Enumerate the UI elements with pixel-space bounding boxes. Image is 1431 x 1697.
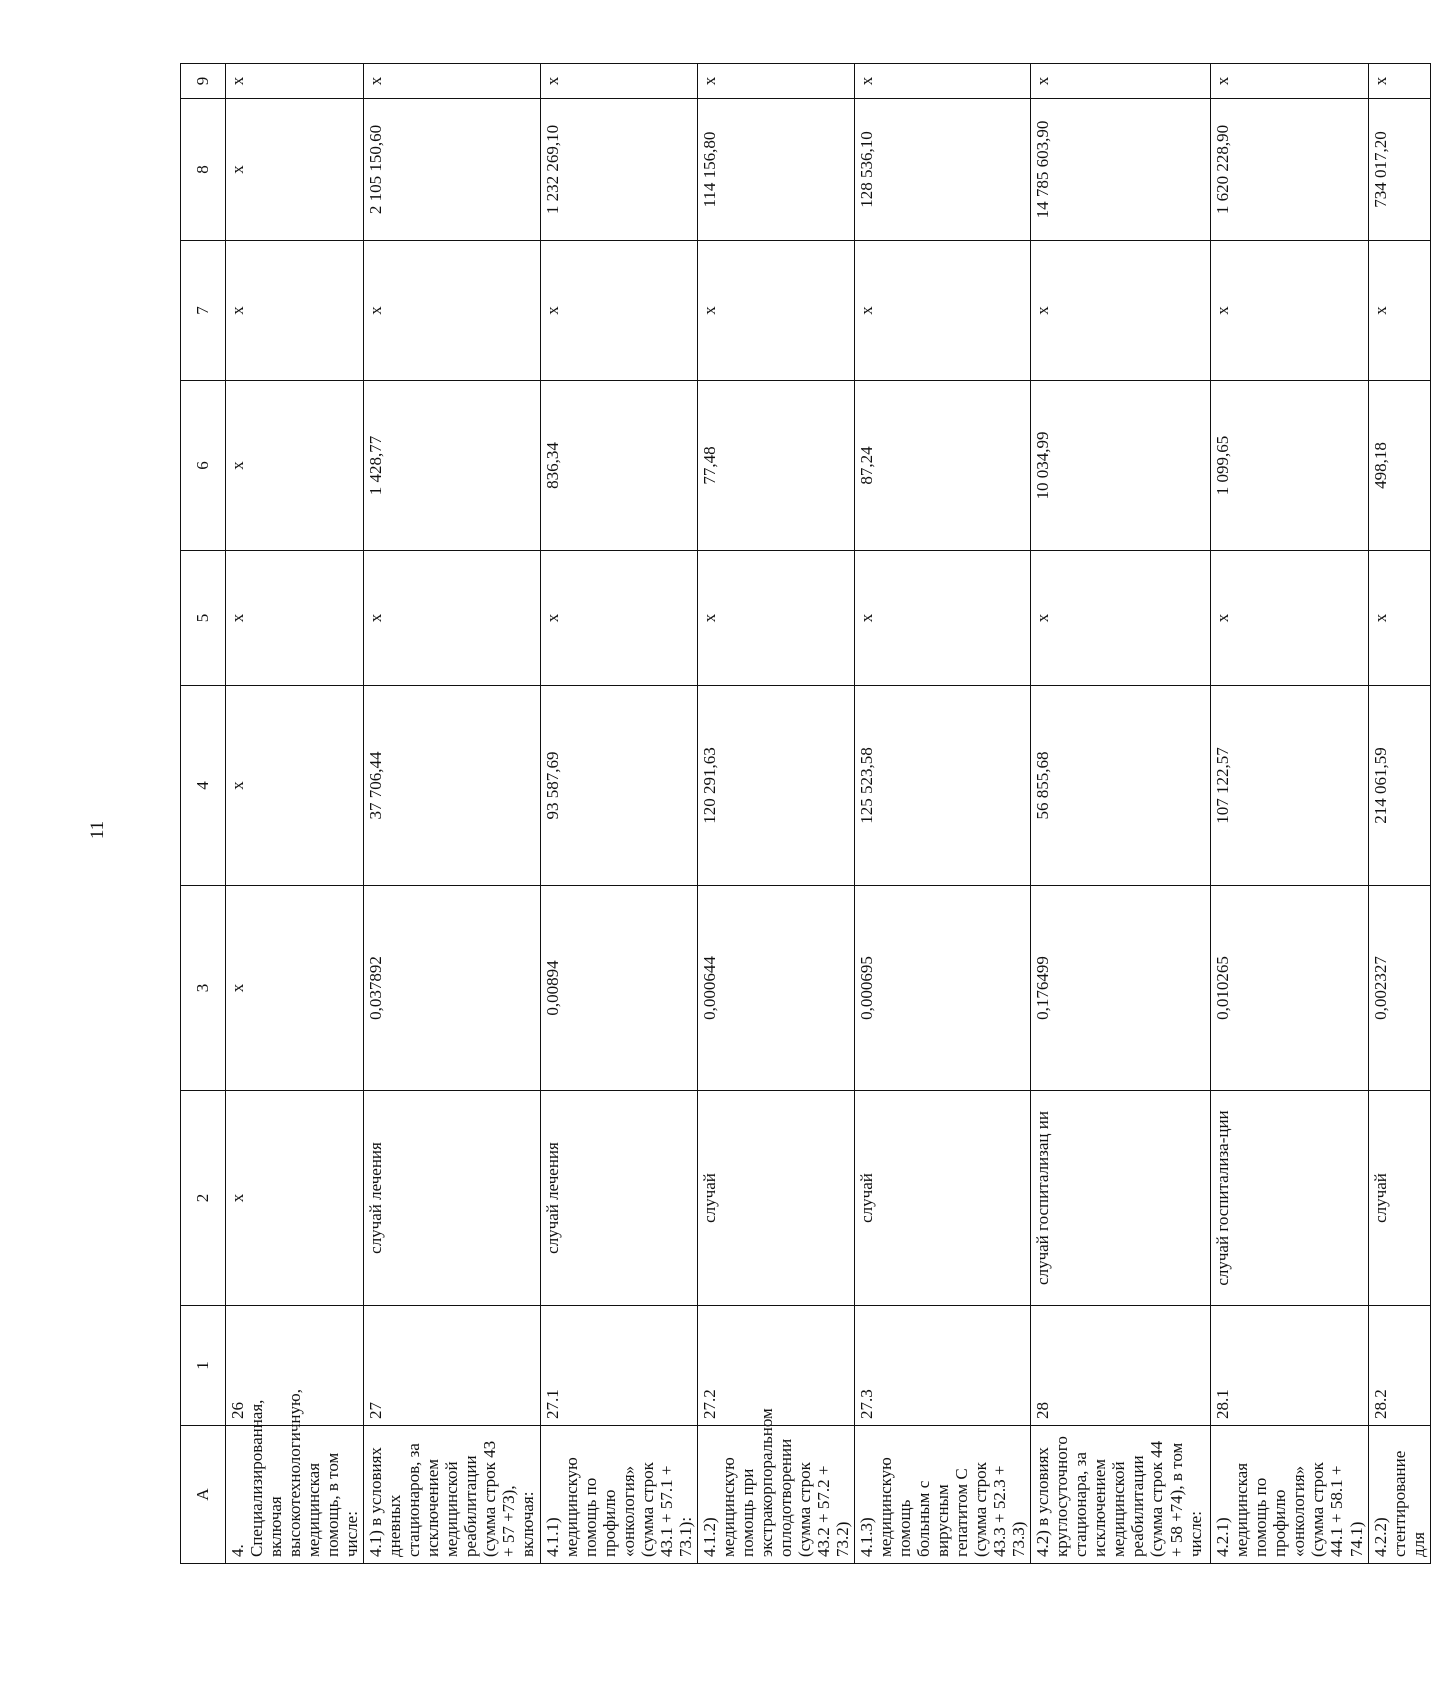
row-col4: х	[226, 686, 364, 886]
row-col7: х	[226, 241, 364, 381]
row-col8: 1 232 269,10	[540, 99, 697, 241]
row-col7: х	[364, 241, 540, 381]
row-col6: 1 428,77	[364, 381, 540, 551]
row-unit: случай	[697, 1091, 854, 1306]
row-col7: х	[1031, 241, 1211, 381]
row-col5: х	[855, 551, 1031, 686]
row-col7: х	[1211, 241, 1368, 381]
table-row	[226, 64, 364, 1564]
row-col5: х	[364, 551, 540, 686]
row-col6: 10 034,99	[1031, 381, 1211, 551]
row-col8: 114 156,80	[697, 99, 854, 241]
row-col9: х	[1211, 64, 1368, 99]
header-8: 8	[181, 99, 226, 241]
row-col3: 0,176499	[1031, 886, 1211, 1091]
header-7: 7	[181, 241, 226, 381]
row-label: 4.1.2) медицинскую помощь при экстракорпоральном оплодотворении (сумма строк 43.2 + 57.2 + 73.2)	[697, 1426, 854, 1564]
row-col3: 0,000695	[855, 886, 1031, 1091]
row-col9: х	[226, 64, 364, 99]
row-col6: 836,34	[540, 381, 697, 551]
row-col4: 120 291,63	[697, 686, 854, 886]
row-col4: 56 855,68	[1031, 686, 1211, 886]
header-6: 6	[181, 381, 226, 551]
table-row	[1031, 64, 1211, 1564]
row-line-number: 26	[226, 1306, 364, 1426]
row-col5: х	[226, 551, 364, 686]
row-col6: 87,24	[855, 381, 1031, 551]
row-col9: х	[364, 64, 540, 99]
tariff-table	[180, 63, 1431, 1564]
row-label: 4.1.3) медицинскую помощь больным с вирусным гепатитом С (сумма строк 43.3 + 52.3 + 73.3)	[855, 1426, 1031, 1564]
table-row	[1211, 64, 1368, 1564]
row-col5: х	[697, 551, 854, 686]
row-label: 4.2.2) стентирование для	[1368, 1426, 1430, 1564]
row-col7: х	[1368, 241, 1430, 381]
header-9: 9	[181, 64, 226, 99]
row-col4: 125 523,58	[855, 686, 1031, 886]
row-col3: 0,037892	[364, 886, 540, 1091]
row-unit: случай госпитализа-ции	[1211, 1091, 1368, 1306]
row-col8: 128 536,10	[855, 99, 1031, 241]
table-row	[1368, 64, 1430, 1564]
row-col8: х	[226, 99, 364, 241]
table-row	[364, 64, 540, 1564]
header-2: 2	[181, 1091, 226, 1306]
row-unit: случай	[1368, 1091, 1430, 1306]
row-line-number: 28	[1031, 1306, 1211, 1426]
row-col9: х	[1031, 64, 1211, 99]
table-row	[540, 64, 697, 1564]
row-unit: случай госпитализац ии	[1031, 1091, 1211, 1306]
table-row	[855, 64, 1031, 1564]
row-label: 4. Специализированная, включая высокотехнологичную, медицинская помощь, в том числе:	[226, 1426, 364, 1564]
header-5: 5	[181, 551, 226, 686]
row-label: 4.1.1) медицинскую помощь по профилю «онкология» (сумма строк 43.1 + 57.1 + 73.1):	[540, 1426, 697, 1564]
row-col7: х	[855, 241, 1031, 381]
row-col3: 0,00894	[540, 886, 697, 1091]
row-col5: х	[1368, 551, 1430, 686]
row-unit: случай	[855, 1091, 1031, 1306]
row-label: 4.2.1) медицинская помощь по профилю «онкология» (сумма строк 44.1 + 58.1 + 74.1)	[1211, 1426, 1368, 1564]
row-col6: 77,48	[697, 381, 854, 551]
row-line-number: 28.2	[1368, 1306, 1430, 1426]
row-col3: 0,002327	[1368, 886, 1430, 1091]
row-col9: х	[855, 64, 1031, 99]
row-label: 4.2) в условиях круглосуточного стационара, за исключением медицинской реабилитации (сумма строк 44 + 58 +74), в том числе:	[1031, 1426, 1211, 1564]
row-col9: х	[1368, 64, 1430, 99]
row-unit: х	[226, 1091, 364, 1306]
row-col8: 734 017,20	[1368, 99, 1430, 241]
row-col7: х	[697, 241, 854, 381]
header-3: 3	[181, 886, 226, 1091]
row-col5: х	[1211, 551, 1368, 686]
rotated-table-container	[180, 64, 1428, 1564]
row-col6: 1 099,65	[1211, 381, 1368, 551]
row-unit: случай лечения	[540, 1091, 697, 1306]
row-unit: случай лечения	[364, 1091, 540, 1306]
header-row	[181, 64, 226, 1564]
row-col4: 214 061,59	[1368, 686, 1430, 886]
row-col4: 37 706,44	[364, 686, 540, 886]
row-line-number: 27.1	[540, 1306, 697, 1426]
row-col3: 0,010265	[1211, 886, 1368, 1091]
row-label: 4.1) в условиях дневных стационаров, за исключением медицинской реабилитации (сумма строк 43 + 57 +73), включая:	[364, 1426, 540, 1564]
header-4: 4	[181, 686, 226, 886]
row-col4: 107 122,57	[1211, 686, 1368, 886]
row-col3: х	[226, 886, 364, 1091]
row-line-number: 27.2	[697, 1306, 854, 1426]
row-col9: х	[697, 64, 854, 99]
header-a: A	[181, 1426, 226, 1564]
row-col9: х	[540, 64, 697, 99]
row-line-number: 27.3	[855, 1306, 1031, 1426]
row-line-number: 28.1	[1211, 1306, 1368, 1426]
row-col5: х	[1031, 551, 1211, 686]
row-col6: х	[226, 381, 364, 551]
row-col8: 1 620 228,90	[1211, 99, 1368, 241]
row-col5: х	[540, 551, 697, 686]
row-col8: 14 785 603,90	[1031, 99, 1211, 241]
row-col7: х	[540, 241, 697, 381]
header-1: 1	[181, 1306, 226, 1426]
row-line-number: 27	[364, 1306, 540, 1426]
row-col6: 498,18	[1368, 381, 1430, 551]
page-number: 11	[87, 820, 108, 840]
row-col3: 0,000644	[697, 886, 854, 1091]
row-col8: 2 105 150,60	[364, 99, 540, 241]
row-col4: 93 587,69	[540, 686, 697, 886]
table-row	[697, 64, 854, 1564]
